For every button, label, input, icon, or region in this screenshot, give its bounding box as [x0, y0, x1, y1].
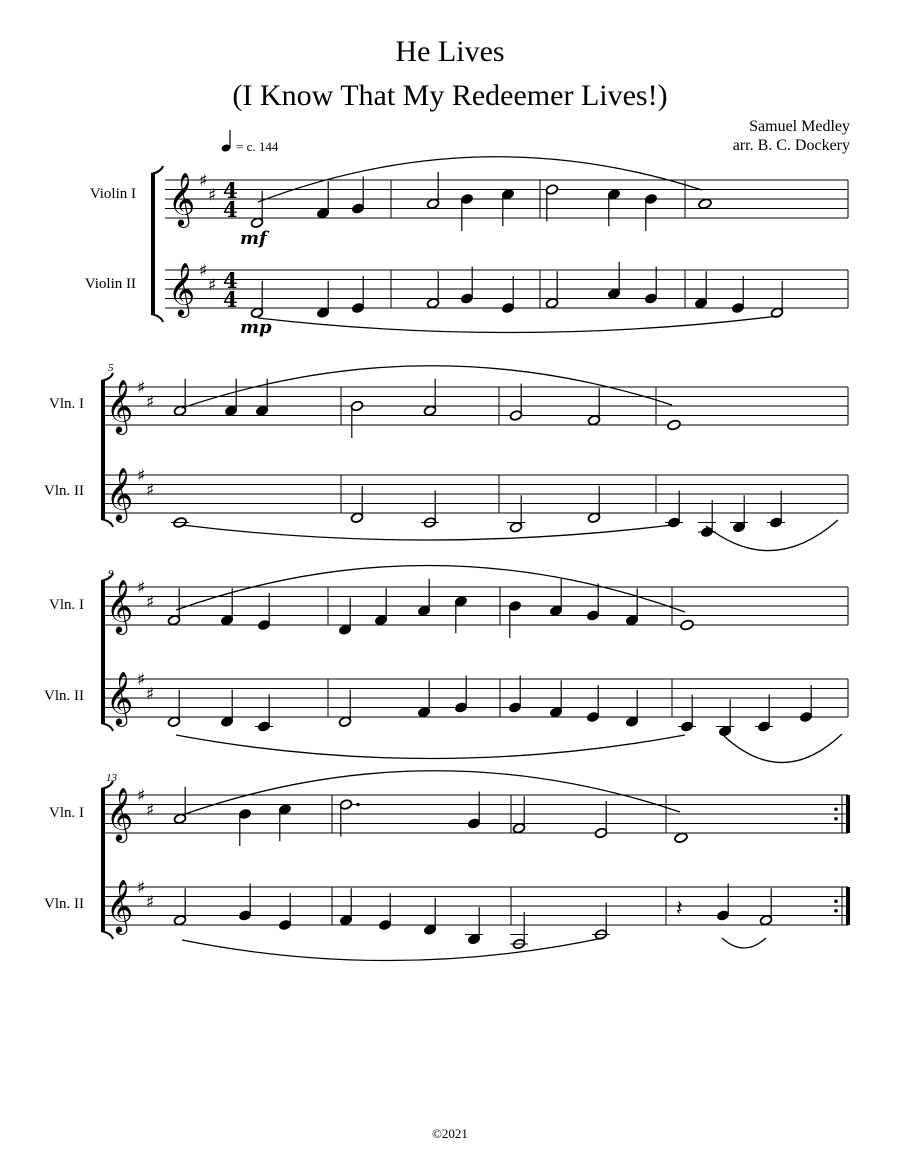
slur: [722, 938, 766, 948]
sharp-icon: ♯: [146, 392, 155, 413]
copyright: ©2021: [432, 1126, 468, 1141]
sharp-icon: ♯: [137, 466, 146, 486]
whole-note: [667, 419, 681, 431]
slur: [258, 316, 778, 333]
bracket-hook: [151, 166, 163, 174]
title: He Lives: [395, 35, 505, 68]
whole-note: [698, 198, 712, 210]
staff-label-violin-2: Violin II: [84, 276, 136, 292]
sharp-icon: ♯: [137, 378, 146, 398]
staff-label-violin-2: Vln. II: [44, 483, 84, 499]
treble-clef-icon: 𝄞: [168, 261, 196, 316]
sharp-icon: ♯: [137, 578, 146, 598]
treble-clef-icon: 𝄞: [106, 466, 134, 521]
measure-number: 5: [108, 362, 114, 374]
tempo-marking: = c. 144: [236, 139, 279, 154]
repeat-dot: [834, 807, 838, 811]
sharp-icon: ♯: [146, 800, 155, 821]
repeat-dot: [834, 817, 838, 821]
treble-clef-icon: 𝄞: [106, 786, 134, 841]
sharp-icon: ♯: [199, 261, 208, 281]
treble-clef-icon: 𝄞: [168, 171, 196, 226]
staff-label-violin-1: Vln. I: [49, 597, 84, 613]
sharp-icon: ♯: [137, 878, 146, 898]
sharp-icon: ♯: [208, 275, 217, 296]
subtitle: (I Know That My Redeemer Lives!): [232, 79, 668, 112]
staff-label-violin-2: Vln. II: [44, 688, 84, 704]
repeat-dot: [834, 909, 838, 913]
whole-note: [674, 832, 688, 844]
sharp-icon: ♯: [137, 786, 146, 806]
staff-label-violin-2: Vln. II: [44, 896, 84, 912]
slur: [176, 735, 685, 759]
staff-label-violin-1: Vln. I: [49, 396, 84, 412]
sharp-icon: ♯: [146, 592, 155, 613]
slur: [258, 157, 702, 202]
time-signature-bottom: 4: [223, 197, 238, 222]
sharp-icon: ♯: [137, 670, 146, 690]
staff-label-violin-1: Violin I: [89, 186, 136, 202]
dynamic-marking: mp: [240, 317, 272, 338]
sharp-icon: ♯: [146, 892, 155, 913]
time-signature-bottom: 4: [223, 287, 238, 312]
quarter-rest-icon: 𝄽: [676, 896, 683, 922]
treble-clef-icon: 𝄞: [106, 578, 134, 633]
time-signature-top: 4: [223, 178, 238, 203]
treble-clef-icon: 𝄞: [106, 378, 134, 433]
slur: [724, 734, 842, 763]
slur: [182, 938, 603, 961]
slur: [182, 771, 680, 815]
treble-clef-icon: 𝄞: [106, 878, 134, 933]
composer: Samuel Medley: [749, 118, 850, 135]
repeat-dot: [834, 899, 838, 903]
slur: [176, 565, 685, 612]
measure-number: 9: [108, 568, 114, 580]
time-signature-top: 4: [223, 268, 238, 293]
sharp-icon: ♯: [199, 171, 208, 191]
arranger: arr. B. C. Dockery: [732, 137, 850, 154]
staff-label-violin-1: Vln. I: [49, 805, 84, 821]
dot: [356, 803, 360, 807]
sharp-icon: ♯: [146, 684, 155, 705]
sharp-icon: ♯: [208, 185, 217, 206]
whole-note: [680, 619, 694, 631]
measure-number: 13: [106, 772, 117, 784]
sharp-icon: ♯: [146, 480, 155, 501]
dynamic-marking: mf: [240, 228, 267, 249]
bracket-hook: [151, 314, 163, 322]
treble-clef-icon: 𝄞: [106, 670, 134, 725]
